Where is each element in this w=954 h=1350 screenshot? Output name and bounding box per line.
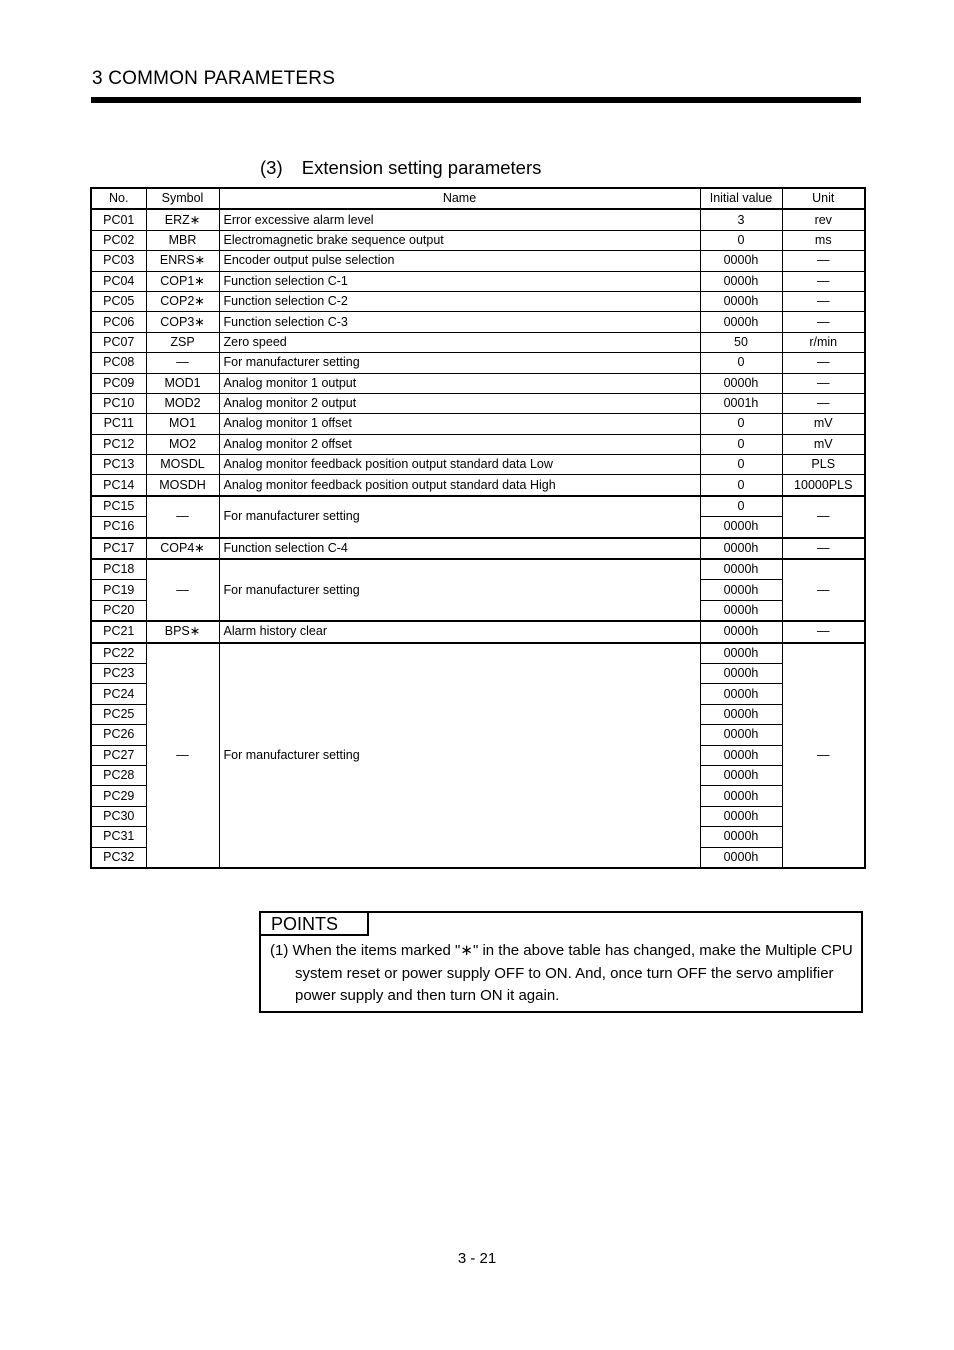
cell-unit: mV bbox=[782, 414, 865, 434]
cell-no: PC18 bbox=[91, 559, 146, 580]
cell-symbol: COP2∗ bbox=[146, 291, 219, 311]
cell-no: PC01 bbox=[91, 209, 146, 230]
cell-name: Analog monitor 2 offset bbox=[219, 434, 700, 454]
table-row bbox=[91, 353, 865, 373]
cell-name: Function selection C-4 bbox=[219, 538, 700, 559]
cell-no: PC16 bbox=[91, 517, 146, 538]
cell-symbol: — bbox=[146, 559, 219, 621]
cell-unit: — bbox=[782, 271, 865, 291]
cell-symbol: MOD1 bbox=[146, 373, 219, 393]
cell-symbol: ENRS∗ bbox=[146, 251, 219, 271]
cell-name: Analog monitor 1 offset bbox=[219, 414, 700, 434]
cell-initial-value: 0000h bbox=[700, 621, 782, 642]
cell-no: PC09 bbox=[91, 373, 146, 393]
cell-no: PC13 bbox=[91, 455, 146, 475]
cell-symbol: COP4∗ bbox=[146, 538, 219, 559]
cell-initial-value: 0 bbox=[700, 353, 782, 373]
cell-initial-value: 0000h bbox=[700, 725, 782, 745]
cell-initial-value: 0000h bbox=[700, 580, 782, 600]
cell-symbol: MOSDL bbox=[146, 455, 219, 475]
cell-initial-value: 0000h bbox=[700, 765, 782, 785]
cell-unit: — bbox=[782, 251, 865, 271]
cell-unit: 10000PLS bbox=[782, 475, 865, 496]
cell-initial-value: 0 bbox=[700, 455, 782, 475]
cell-initial-value: 0000h bbox=[700, 684, 782, 704]
cell-name: Error excessive alarm level bbox=[219, 209, 700, 230]
cell-unit: ms bbox=[782, 230, 865, 250]
cell-unit: r/min bbox=[782, 332, 865, 352]
cell-symbol: ERZ∗ bbox=[146, 209, 219, 230]
cell-no: PC12 bbox=[91, 434, 146, 454]
table-row bbox=[91, 559, 865, 580]
cell-initial-value: 0000h bbox=[700, 559, 782, 580]
cell-name: Zero speed bbox=[219, 332, 700, 352]
cell-no: PC04 bbox=[91, 271, 146, 291]
cell-no: PC02 bbox=[91, 230, 146, 250]
cell-unit: PLS bbox=[782, 455, 865, 475]
points-text bbox=[270, 940, 855, 1008]
cell-no: PC20 bbox=[91, 600, 146, 621]
points-label: POINTS bbox=[261, 913, 369, 936]
cell-initial-value: 0 bbox=[700, 414, 782, 434]
cell-name: Analog monitor feedback position output standard data Low bbox=[219, 455, 700, 475]
cell-initial-value: 0 bbox=[700, 230, 782, 250]
cell-symbol: — bbox=[146, 643, 219, 868]
cell-no: PC24 bbox=[91, 684, 146, 704]
parameter-table bbox=[90, 187, 866, 869]
section-number: (3) bbox=[260, 157, 283, 178]
cell-no: PC27 bbox=[91, 745, 146, 765]
column-header-unit: Unit bbox=[782, 188, 865, 209]
cell-symbol: MO1 bbox=[146, 414, 219, 434]
cell-name: Alarm history clear bbox=[219, 621, 700, 642]
cell-unit: — bbox=[782, 538, 865, 559]
cell-no: PC08 bbox=[91, 353, 146, 373]
cell-initial-value: 0000h bbox=[700, 745, 782, 765]
cell-symbol: MOSDH bbox=[146, 475, 219, 496]
cell-initial-value: 0000h bbox=[700, 373, 782, 393]
cell-unit: — bbox=[782, 373, 865, 393]
cell-initial-value: 0000h bbox=[700, 517, 782, 538]
cell-no: PC07 bbox=[91, 332, 146, 352]
cell-initial-value: 0000h bbox=[700, 663, 782, 683]
cell-symbol: ZSP bbox=[146, 332, 219, 352]
section-title-text: Extension setting parameters bbox=[301, 157, 542, 178]
cell-initial-value: 0000h bbox=[700, 704, 782, 724]
cell-name: For manufacturer setting bbox=[219, 643, 700, 868]
cell-no: PC10 bbox=[91, 393, 146, 413]
cell-no: PC26 bbox=[91, 725, 146, 745]
table-row bbox=[91, 621, 865, 642]
cell-initial-value: 0000h bbox=[700, 312, 782, 332]
page-number: 3 - 21 bbox=[457, 1250, 497, 1267]
column-header-initial-value: Initial value bbox=[700, 188, 782, 209]
cell-no: PC17 bbox=[91, 538, 146, 559]
cell-initial-value: 0 bbox=[700, 434, 782, 454]
table-row bbox=[91, 373, 865, 393]
table-row bbox=[91, 455, 865, 475]
cell-no: PC25 bbox=[91, 704, 146, 724]
table-row bbox=[91, 251, 865, 271]
cell-initial-value: 0000h bbox=[700, 538, 782, 559]
cell-unit: — bbox=[782, 643, 865, 868]
table-row bbox=[91, 434, 865, 454]
table-row bbox=[91, 209, 865, 230]
cell-unit: — bbox=[782, 312, 865, 332]
cell-name: Analog monitor feedback position output standard data High bbox=[219, 475, 700, 496]
table-header-row bbox=[91, 188, 865, 209]
cell-initial-value: 0000h bbox=[700, 600, 782, 621]
cell-symbol: BPS∗ bbox=[146, 621, 219, 642]
chapter-title: 3 COMMON PARAMETERS bbox=[92, 68, 336, 89]
cell-initial-value: 0001h bbox=[700, 393, 782, 413]
cell-no: PC28 bbox=[91, 765, 146, 785]
cell-symbol: MO2 bbox=[146, 434, 219, 454]
cell-unit: — bbox=[782, 291, 865, 311]
cell-name: For manufacturer setting bbox=[219, 496, 700, 538]
table-row bbox=[91, 271, 865, 291]
cell-no: PC05 bbox=[91, 291, 146, 311]
table-row bbox=[91, 312, 865, 332]
cell-no: PC22 bbox=[91, 643, 146, 664]
cell-unit: rev bbox=[782, 209, 865, 230]
cell-no: PC23 bbox=[91, 663, 146, 683]
cell-name: Function selection C-1 bbox=[219, 271, 700, 291]
cell-symbol: MOD2 bbox=[146, 393, 219, 413]
cell-initial-value: 0000h bbox=[700, 827, 782, 847]
cell-symbol: COP3∗ bbox=[146, 312, 219, 332]
cell-no: PC29 bbox=[91, 786, 146, 806]
table-row bbox=[91, 643, 865, 664]
cell-initial-value: 0000h bbox=[700, 643, 782, 664]
cell-no: PC21 bbox=[91, 621, 146, 642]
cell-name: Analog monitor 1 output bbox=[219, 373, 700, 393]
cell-symbol: MBR bbox=[146, 230, 219, 250]
table-row bbox=[91, 538, 865, 559]
cell-initial-value: 0 bbox=[700, 475, 782, 496]
cell-no: PC30 bbox=[91, 806, 146, 826]
cell-initial-value: 50 bbox=[700, 332, 782, 352]
cell-unit: — bbox=[782, 496, 865, 538]
table-row bbox=[91, 291, 865, 311]
cell-unit: — bbox=[782, 621, 865, 642]
cell-name: Function selection C-3 bbox=[219, 312, 700, 332]
cell-no: PC14 bbox=[91, 475, 146, 496]
column-header-no: No. bbox=[91, 188, 146, 209]
cell-no: PC32 bbox=[91, 847, 146, 868]
table-row bbox=[91, 475, 865, 496]
cell-name: Analog monitor 2 output bbox=[219, 393, 700, 413]
cell-initial-value: 3 bbox=[700, 209, 782, 230]
cell-name: Function selection C-2 bbox=[219, 291, 700, 311]
cell-unit: — bbox=[782, 559, 865, 621]
cell-no: PC11 bbox=[91, 414, 146, 434]
points-item: (1) When the items marked "∗" in the above table has changed, make the Multiple CPU system reset or power supply OFF to ON. And, once turn OFF the servo amplifier power supply and then turn ON it again. bbox=[270, 942, 853, 1004]
cell-no: PC06 bbox=[91, 312, 146, 332]
table-row bbox=[91, 496, 865, 517]
cell-name: Electromagnetic brake sequence output bbox=[219, 230, 700, 250]
cell-no: PC31 bbox=[91, 827, 146, 847]
cell-name: Encoder output pulse selection bbox=[219, 251, 700, 271]
cell-initial-value: 0000h bbox=[700, 847, 782, 868]
cell-initial-value: 0000h bbox=[700, 806, 782, 826]
cell-no: PC03 bbox=[91, 251, 146, 271]
table-row bbox=[91, 230, 865, 250]
cell-no: PC15 bbox=[91, 496, 146, 517]
table-row bbox=[91, 393, 865, 413]
chapter-rule bbox=[91, 97, 861, 103]
cell-initial-value: 0000h bbox=[700, 786, 782, 806]
cell-name: For manufacturer setting bbox=[219, 353, 700, 373]
table-row bbox=[91, 414, 865, 434]
cell-unit: mV bbox=[782, 434, 865, 454]
cell-symbol: — bbox=[146, 496, 219, 538]
cell-initial-value: 0000h bbox=[700, 251, 782, 271]
points-box bbox=[259, 911, 863, 1013]
cell-symbol: COP1∗ bbox=[146, 271, 219, 291]
cell-unit: — bbox=[782, 393, 865, 413]
cell-no: PC19 bbox=[91, 580, 146, 600]
cell-initial-value: 0 bbox=[700, 496, 782, 517]
column-header-name: Name bbox=[219, 188, 700, 209]
cell-name: For manufacturer setting bbox=[219, 559, 700, 621]
table-body bbox=[91, 209, 865, 868]
column-header-symbol: Symbol bbox=[146, 188, 219, 209]
section-title bbox=[260, 157, 541, 179]
table-row bbox=[91, 332, 865, 352]
cell-unit: — bbox=[782, 353, 865, 373]
cell-initial-value: 0000h bbox=[700, 271, 782, 291]
cell-symbol: — bbox=[146, 353, 219, 373]
cell-initial-value: 0000h bbox=[700, 291, 782, 311]
